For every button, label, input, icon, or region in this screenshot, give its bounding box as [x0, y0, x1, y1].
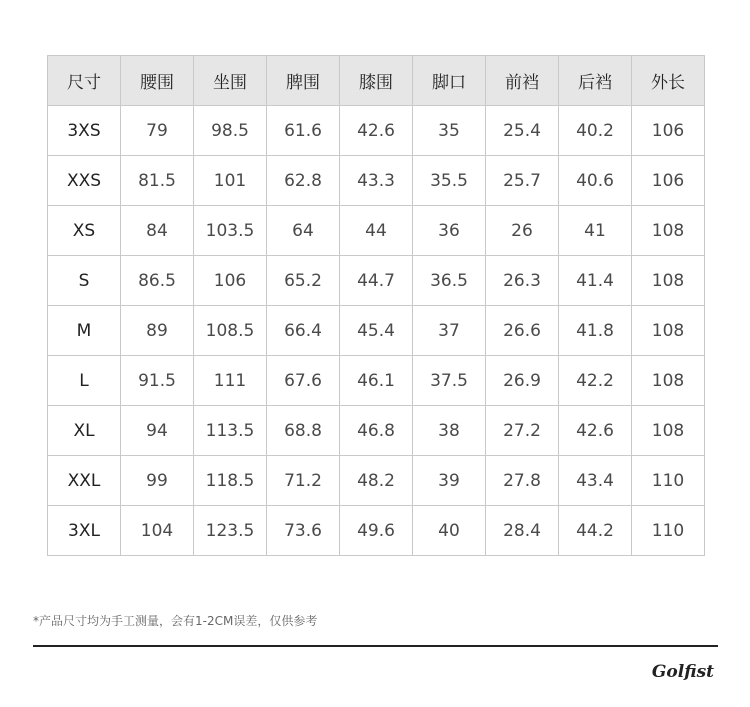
table-cell: 101: [194, 156, 267, 206]
table-row: [48, 156, 705, 206]
table-row: [48, 256, 705, 306]
table-cell: 108: [632, 206, 705, 256]
table-cell: 71.2: [267, 456, 340, 506]
table-cell: 41.4: [559, 256, 632, 306]
table-cell: L: [48, 356, 121, 406]
table-cell: 25.4: [486, 106, 559, 156]
table-cell: 35: [413, 106, 486, 156]
table-row: [48, 406, 705, 456]
table-cell: 62.8: [267, 156, 340, 206]
table-cell: 44.2: [559, 506, 632, 556]
table-cell: 111: [194, 356, 267, 406]
table-cell: 37.5: [413, 356, 486, 406]
table-cell: 40.2: [559, 106, 632, 156]
table-cell: M: [48, 306, 121, 356]
header-size: 尺寸: [48, 56, 121, 106]
table-cell: 26: [486, 206, 559, 256]
header-thigh: 脾围: [267, 56, 340, 106]
table-cell: 108.5: [194, 306, 267, 356]
table-cell: 106: [194, 256, 267, 306]
table-cell: 108: [632, 306, 705, 356]
table-cell: 42.6: [340, 106, 413, 156]
table-row: [48, 456, 705, 506]
table-row: [48, 506, 705, 556]
table-cell: 41: [559, 206, 632, 256]
table-cell: 110: [632, 456, 705, 506]
table-cell: 110: [632, 506, 705, 556]
table-cell: 45.4: [340, 306, 413, 356]
table-cell: 42.6: [559, 406, 632, 456]
table-cell: 106: [632, 156, 705, 206]
table-cell: 66.4: [267, 306, 340, 356]
table-cell: XXS: [48, 156, 121, 206]
table-cell: 103.5: [194, 206, 267, 256]
header-hip: 坐围: [194, 56, 267, 106]
table-header-row: [48, 56, 705, 106]
table-cell: 94: [121, 406, 194, 456]
table-cell: 104: [121, 506, 194, 556]
table-cell: 65.2: [267, 256, 340, 306]
table-cell: 61.6: [267, 106, 340, 156]
table-cell: 89: [121, 306, 194, 356]
header-leg-opening: 脚口: [413, 56, 486, 106]
header-front-rise: 前裆: [486, 56, 559, 106]
header-outseam: 外长: [632, 56, 705, 106]
table-cell: 43.4: [559, 456, 632, 506]
table-cell: 86.5: [121, 256, 194, 306]
table-cell: 37: [413, 306, 486, 356]
table-cell: 79: [121, 106, 194, 156]
table-cell: 108: [632, 356, 705, 406]
table-cell: 26.6: [486, 306, 559, 356]
table-cell: 44: [340, 206, 413, 256]
table-cell: 49.6: [340, 506, 413, 556]
brand-logo: Golfist: [651, 662, 714, 682]
table-cell: 108: [632, 256, 705, 306]
table-cell: 91.5: [121, 356, 194, 406]
table-cell: 26.9: [486, 356, 559, 406]
table-cell: 40.6: [559, 156, 632, 206]
table-cell: 84: [121, 206, 194, 256]
table-cell: 26.3: [486, 256, 559, 306]
header-knee: 膝围: [340, 56, 413, 106]
measurement-note: *产品尺寸均为手工测量，会有1-2CM误差，仅供参考: [33, 614, 318, 628]
table-cell: 48.2: [340, 456, 413, 506]
table-cell: 67.6: [267, 356, 340, 406]
table-cell: 27.8: [486, 456, 559, 506]
table-cell: 36.5: [413, 256, 486, 306]
table-cell: XL: [48, 406, 121, 456]
table-cell: 27.2: [486, 406, 559, 456]
table-cell: 41.8: [559, 306, 632, 356]
table-cell: 3XL: [48, 506, 121, 556]
table-cell: 108: [632, 406, 705, 456]
table-cell: 73.6: [267, 506, 340, 556]
table-cell: 113.5: [194, 406, 267, 456]
table-row: [48, 106, 705, 156]
size-chart-table: [47, 55, 705, 556]
table-cell: 46.8: [340, 406, 413, 456]
table-cell: 3XS: [48, 106, 121, 156]
table-row: [48, 306, 705, 356]
table-cell: 99: [121, 456, 194, 506]
table-row: [48, 356, 705, 406]
table-row: [48, 206, 705, 256]
table-cell: 43.3: [340, 156, 413, 206]
table-cell: 123.5: [194, 506, 267, 556]
table-cell: 68.8: [267, 406, 340, 456]
table-cell: XXL: [48, 456, 121, 506]
header-waist: 腰围: [121, 56, 194, 106]
footer-divider: [33, 645, 718, 647]
table-cell: 118.5: [194, 456, 267, 506]
table-cell: 36: [413, 206, 486, 256]
table-cell: 44.7: [340, 256, 413, 306]
table-cell: XS: [48, 206, 121, 256]
table-cell: 38: [413, 406, 486, 456]
table-cell: 46.1: [340, 356, 413, 406]
table-cell: 28.4: [486, 506, 559, 556]
table-cell: 106: [632, 106, 705, 156]
header-back-rise: 后裆: [559, 56, 632, 106]
table-cell: 39: [413, 456, 486, 506]
table-cell: 64: [267, 206, 340, 256]
table-cell: 25.7: [486, 156, 559, 206]
table-cell: 81.5: [121, 156, 194, 206]
table-cell: S: [48, 256, 121, 306]
table-cell: 42.2: [559, 356, 632, 406]
table-cell: 35.5: [413, 156, 486, 206]
table-cell: 40: [413, 506, 486, 556]
table-cell: 98.5: [194, 106, 267, 156]
